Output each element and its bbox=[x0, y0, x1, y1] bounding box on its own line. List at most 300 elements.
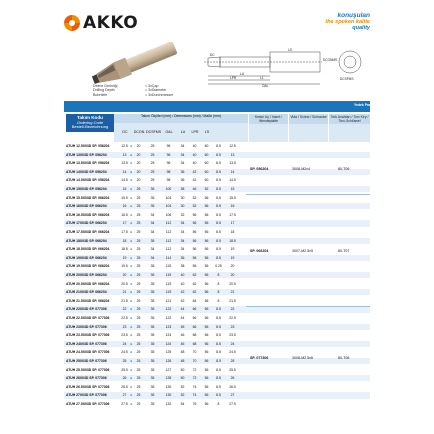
table-cell: 104 bbox=[165, 204, 172, 209]
availability-dot-icon: ● bbox=[129, 161, 133, 166]
availability-dot-icon: ● bbox=[129, 221, 133, 226]
group-divider bbox=[246, 194, 370, 195]
table-cell: 8.5 bbox=[216, 350, 221, 355]
table-cell: 60 bbox=[204, 169, 209, 174]
table-cell: 19 bbox=[230, 247, 235, 252]
table-cell: 121 bbox=[165, 298, 172, 303]
table-cell: 56 bbox=[204, 195, 209, 200]
column-header-lu: LU bbox=[180, 130, 186, 134]
table-cell: 35 bbox=[150, 238, 155, 243]
availability-dot-icon: ● bbox=[129, 264, 133, 269]
table-cell: 35 bbox=[150, 341, 155, 346]
availability-dot-icon: ● bbox=[129, 384, 133, 389]
table-row bbox=[64, 203, 370, 209]
table-cell: 42 bbox=[180, 290, 185, 295]
table-cell: 20 bbox=[136, 152, 141, 157]
table-cell: 124 bbox=[165, 341, 172, 346]
table-cell: 34 bbox=[180, 144, 185, 148]
table-cell: 56 bbox=[204, 341, 209, 346]
ordering-code: ATUH 20.5X03D SP. 066204 bbox=[66, 281, 110, 286]
technical-drawing bbox=[200, 44, 370, 88]
table-cell: 25 bbox=[136, 187, 141, 191]
ordering-code: ATUH 17.5X03D SP. 066204 bbox=[66, 230, 110, 234]
dimensions-title: Takım Ölçüleri (mm) / Dimensions (mm) / Maße (mm) bbox=[114, 114, 248, 123]
ordering-code: ATUH 22X03D SP. 077306 bbox=[66, 307, 107, 312]
table-cell: 25 bbox=[136, 350, 141, 355]
table-cell: 34 bbox=[180, 238, 185, 243]
table-cell: 24.5 bbox=[229, 350, 236, 355]
table-row bbox=[64, 349, 370, 355]
table-cell: 25 bbox=[136, 307, 141, 312]
table-row bbox=[64, 289, 370, 295]
tagline-line-3: quality bbox=[352, 25, 370, 31]
ordering-code: ATUH 12.5X03D SP. 056204 bbox=[66, 144, 110, 148]
dim-lu: LU bbox=[240, 72, 245, 76]
table-cell: 34 bbox=[180, 221, 185, 226]
tagline-line-1: konuşulan bbox=[337, 12, 370, 19]
availability-dot-icon: ● bbox=[129, 376, 133, 381]
table-cell: 8.5 bbox=[216, 393, 221, 398]
availability-dot-icon: ● bbox=[129, 247, 133, 252]
table-row bbox=[64, 358, 370, 364]
table-cell: 8 bbox=[217, 298, 220, 303]
table-cell: 48 bbox=[180, 350, 185, 355]
table-cell: 46 bbox=[192, 187, 197, 191]
ordering-code: ATUH 17X03D SP. 066204 bbox=[66, 221, 107, 226]
table-cell: 12.5 bbox=[229, 144, 236, 148]
table-cell: 18.5 bbox=[229, 238, 236, 243]
table-row bbox=[64, 384, 370, 390]
table-cell: 56 bbox=[204, 290, 209, 295]
table-cell: 66 bbox=[192, 324, 197, 329]
table-cell: 128 bbox=[165, 376, 172, 381]
table-cell: 56 bbox=[204, 402, 209, 406]
table-cell: 52 bbox=[180, 384, 185, 389]
availability-dot-icon: ● bbox=[129, 393, 133, 398]
dim-dconms: DCONMS bbox=[323, 58, 338, 62]
table-cell: 13 bbox=[230, 152, 235, 157]
dim-lpr: LPR bbox=[230, 76, 237, 80]
ordering-code: ATUH 19X03D SP. 066204 bbox=[66, 255, 107, 260]
table-cell: 25 bbox=[136, 212, 141, 217]
ordering-code: ATUH 27.5X03D SP. 077306 bbox=[66, 402, 110, 406]
insert-column-header: Kesici Uç / Insert / Wendeplatte bbox=[248, 114, 288, 142]
table-row bbox=[64, 401, 370, 407]
table-cell: 112 bbox=[165, 238, 172, 243]
table-cell: 46 bbox=[180, 333, 185, 338]
table-cell: 14.5 bbox=[121, 178, 128, 183]
ordering-code-header: Takım Kodu Ordering Code Bestell-Bezeichnung bbox=[66, 114, 114, 132]
table-cell: 52 bbox=[192, 195, 197, 200]
table-cell: 56 bbox=[204, 204, 209, 209]
table-cell: 20 bbox=[136, 144, 141, 148]
availability-dot-icon: ● bbox=[129, 212, 133, 217]
table-cell: 34 bbox=[180, 230, 185, 234]
table-cell: 24.5 bbox=[121, 350, 128, 355]
table-cell: 8.5 bbox=[216, 255, 221, 260]
table-cell: 8.5 bbox=[216, 333, 221, 338]
availability-dot-icon: ● bbox=[129, 187, 133, 191]
table-cell: 25 bbox=[136, 247, 141, 252]
table-cell: 60 bbox=[204, 178, 209, 183]
table-cell: 60 bbox=[204, 152, 209, 157]
table-cell: 25 bbox=[136, 290, 141, 295]
dim-l1: L1 bbox=[260, 76, 264, 80]
table-cell: 56 bbox=[204, 221, 209, 226]
table-cell: 32 bbox=[180, 212, 185, 217]
legend-row: Bohrtiefe = 3xDurchmesser bbox=[93, 92, 174, 97]
table-cell: 25 bbox=[136, 264, 141, 269]
table-cell: 25 bbox=[136, 298, 141, 303]
key-code: 80-T08 bbox=[338, 356, 350, 360]
table-cell: 19 bbox=[122, 255, 127, 260]
table-cell: 35 bbox=[150, 264, 155, 269]
table-cell: 35 bbox=[150, 333, 155, 338]
availability-dot-icon: ● bbox=[129, 402, 133, 406]
table-cell: 20 bbox=[136, 161, 141, 166]
table-cell: 96 bbox=[166, 161, 171, 166]
availability-dot-icon: ● bbox=[129, 290, 133, 295]
key-code: 80-T07 bbox=[338, 248, 350, 253]
table-cell: 8.5 bbox=[216, 152, 221, 157]
table-cell: 40 bbox=[192, 152, 197, 157]
table-row bbox=[64, 332, 370, 338]
table-row bbox=[64, 341, 370, 347]
table-cell: 68 bbox=[192, 333, 197, 338]
table-cell: 27.5 bbox=[121, 402, 128, 406]
table-cell: 24 bbox=[122, 341, 127, 346]
table-cell: 34 bbox=[150, 247, 155, 252]
table-cell: 34 bbox=[180, 161, 185, 166]
availability-dot-icon: ● bbox=[129, 333, 133, 338]
table-cell: 62 bbox=[192, 281, 197, 286]
availability-dot-icon: ● bbox=[129, 230, 133, 234]
table-cell: 56 bbox=[204, 376, 209, 381]
table-cell: 35 bbox=[150, 195, 155, 200]
table-cell: 8.5 bbox=[216, 169, 221, 174]
table-row bbox=[64, 238, 370, 244]
table-cell: 26 bbox=[122, 376, 127, 381]
table-cell: 56 bbox=[204, 264, 209, 269]
table-cell: 112 bbox=[165, 230, 172, 234]
key-code: 80-T06 bbox=[338, 166, 350, 171]
table-cell: 76 bbox=[192, 402, 197, 406]
table-cell: 96 bbox=[166, 144, 171, 148]
availability-dot-icon: ● bbox=[129, 350, 133, 355]
table-cell: 119 bbox=[165, 281, 172, 286]
table-cell: 20.5 bbox=[121, 281, 128, 286]
table-cell: 130 bbox=[165, 393, 172, 398]
table-cell: 8.5 bbox=[216, 384, 221, 389]
table-row bbox=[64, 152, 370, 158]
table-cell: 74 bbox=[192, 393, 197, 398]
table-cell: 62 bbox=[192, 290, 197, 295]
table-cell: 25 bbox=[136, 230, 141, 234]
table-cell: 56 bbox=[192, 212, 197, 217]
table-cell: 40 bbox=[180, 281, 185, 286]
ordering-code: ATUH 22.5X03D SP. 077306 bbox=[66, 316, 110, 320]
table-cell: 16 bbox=[230, 204, 235, 209]
column-header-dc: DC bbox=[122, 130, 128, 134]
drilling-depth-legend bbox=[93, 84, 173, 97]
insert-code: SP. 077306 bbox=[250, 356, 269, 360]
table-cell: 15.5 bbox=[121, 195, 128, 200]
key-column-header: Tork Anahtarı / Torx Key / Torx-Schlüssel bbox=[328, 114, 370, 142]
table-cell: 42 bbox=[180, 298, 185, 303]
table-cell: 34 bbox=[150, 221, 155, 226]
table-cell: 35 bbox=[150, 376, 155, 381]
table-cell: 15.5 bbox=[229, 195, 236, 200]
table-cell: 44 bbox=[180, 316, 185, 320]
table-cell: 98 bbox=[166, 178, 171, 183]
table-cell: 56 bbox=[204, 324, 209, 329]
table-cell: 8.5 bbox=[216, 367, 221, 372]
table-cell: 56 bbox=[204, 212, 209, 217]
table-row bbox=[64, 263, 370, 269]
table-cell: 56 bbox=[192, 221, 197, 226]
availability-dot-icon: ● bbox=[129, 341, 133, 346]
table-cell: 14.5 bbox=[229, 178, 236, 183]
table-cell: 16 bbox=[122, 204, 127, 209]
legend-row: Delme Derinliği = 3xÇap bbox=[93, 84, 159, 88]
availability-dot-icon: ● bbox=[129, 195, 133, 200]
availability-dot-icon: ● bbox=[129, 178, 133, 183]
table-cell: 125 bbox=[165, 350, 172, 355]
table-cell: 8.5 bbox=[216, 187, 221, 191]
availability-dot-icon: ● bbox=[129, 204, 133, 209]
table-cell: 36 bbox=[180, 255, 185, 260]
table-cell: 25 bbox=[136, 402, 141, 406]
table-cell: 25 bbox=[136, 341, 141, 346]
legend-row: Drilling Depth = 3xDiameter bbox=[93, 88, 167, 93]
table-cell: 50 bbox=[180, 367, 185, 372]
table-row bbox=[64, 246, 370, 252]
table-cell: 35 bbox=[150, 204, 155, 209]
table-cell: 124 bbox=[165, 333, 172, 338]
table-cell: 8.5 bbox=[216, 178, 221, 183]
table-cell: 56 bbox=[204, 273, 209, 277]
table-cell: 106 bbox=[165, 212, 172, 217]
table-cell: 25 bbox=[122, 359, 127, 363]
table-row bbox=[64, 392, 370, 398]
availability-dot-icon: ● bbox=[129, 281, 133, 286]
table-cell: 74 bbox=[192, 384, 197, 389]
table-cell: 35 bbox=[150, 324, 155, 329]
table-cell: 34 bbox=[150, 255, 155, 260]
table-cell: 119 bbox=[165, 290, 172, 295]
table-header-band bbox=[64, 101, 420, 112]
table-cell: 98 bbox=[166, 169, 171, 174]
table-cell: 21.5 bbox=[121, 298, 128, 303]
table-cell: 13.5 bbox=[121, 161, 128, 166]
column-header-dcsfms: DCSFMS bbox=[146, 130, 162, 134]
table-cell: 132 bbox=[165, 402, 172, 406]
table-cell: 0.25 bbox=[215, 264, 222, 269]
table-row bbox=[64, 195, 370, 201]
table-cell: 25 bbox=[150, 152, 155, 157]
table-cell: 25 bbox=[136, 324, 141, 329]
ordering-code: ATUH 26X03D SP. 077306 bbox=[66, 376, 107, 381]
ordering-code: ATUH 25.5X03D SP. 077306 bbox=[66, 367, 110, 372]
table-cell: 8.5 bbox=[216, 212, 221, 217]
table-cell: 35 bbox=[150, 298, 155, 303]
table-cell: 56 bbox=[192, 255, 197, 260]
table-cell: 56 bbox=[192, 238, 197, 243]
column-header-oal: OAL bbox=[165, 130, 173, 134]
table-cell: 25 bbox=[136, 367, 141, 372]
spare-parts-title: Yedek Parçalar / Spare Parts / Ersatzteile bbox=[354, 103, 420, 107]
table-cell: 70 bbox=[192, 359, 197, 363]
ordering-code: ATUH 20X03D SP. 066204 bbox=[66, 273, 107, 277]
table-cell: 122 bbox=[165, 316, 172, 320]
availability-dot-icon: ● bbox=[129, 255, 133, 260]
table-cell: 8.5 bbox=[216, 324, 221, 329]
table-cell: 48 bbox=[180, 359, 185, 363]
table-cell: 8.5 bbox=[216, 307, 221, 312]
table-cell: 56 bbox=[204, 393, 209, 398]
table-cell: 56 bbox=[204, 238, 209, 243]
table-cell: 127 bbox=[165, 367, 172, 372]
drill-photo bbox=[86, 42, 186, 84]
table-cell: 25 bbox=[136, 316, 141, 320]
column-header-lpr: LPR bbox=[191, 130, 199, 134]
table-cell: 25 bbox=[136, 281, 141, 286]
table-cell: 115 bbox=[165, 264, 172, 269]
table-cell: 54 bbox=[180, 402, 185, 406]
ordering-code: ATUH 16.5X03D SP. 066204 bbox=[66, 212, 110, 217]
table-cell: 17.5 bbox=[121, 230, 128, 234]
table-cell: 104 bbox=[165, 195, 172, 200]
ordering-code: ATUH 15.5X03D SP. 066204 bbox=[66, 195, 110, 200]
table-cell: 60 bbox=[204, 161, 209, 166]
table-cell: 25 bbox=[230, 359, 235, 363]
brand-name: AKKO bbox=[83, 13, 139, 33]
table-cell: 56 bbox=[204, 307, 209, 312]
availability-dot-icon: ● bbox=[129, 359, 133, 363]
table-cell: 34 bbox=[180, 152, 185, 157]
gear-logo-icon bbox=[64, 15, 80, 31]
dim-oal: OAL bbox=[262, 84, 269, 88]
screw-code: 3008-M2.5x6 bbox=[292, 356, 313, 360]
table-cell: 25 bbox=[136, 204, 141, 209]
table-cell: 66 bbox=[192, 316, 197, 320]
table-cell: 8 bbox=[217, 402, 220, 406]
table-cell: 112 bbox=[165, 247, 172, 252]
table-cell: 126 bbox=[165, 359, 172, 363]
ordering-code: ATUH 21X03D SP. 066204 bbox=[66, 290, 107, 295]
ordering-code: ATUH 13.5X03D SP. 056204 bbox=[66, 161, 110, 166]
table-cell: 35 bbox=[150, 402, 155, 406]
table-cell: 13 bbox=[122, 152, 127, 157]
availability-dot-icon: ● bbox=[129, 238, 133, 243]
table-cell: 40 bbox=[192, 161, 197, 166]
table-cell: 56 bbox=[204, 298, 209, 303]
table-cell: 24 bbox=[230, 341, 235, 346]
table-cell: 26 bbox=[230, 376, 235, 381]
table-cell: 56 bbox=[204, 333, 209, 338]
table-cell: 34 bbox=[150, 230, 155, 234]
akko-logo bbox=[64, 12, 138, 34]
ordering-code: ATUH 23X03D SP. 077306 bbox=[66, 324, 107, 329]
table-cell: 18.5 bbox=[121, 247, 128, 252]
table-cell: 22.5 bbox=[229, 316, 236, 320]
table-cell: 26.5 bbox=[229, 384, 236, 389]
column-header-ls: LS bbox=[204, 130, 210, 134]
table-row bbox=[64, 177, 370, 183]
table-cell: 34 bbox=[150, 212, 155, 217]
table-cell: 13.5 bbox=[229, 161, 236, 166]
ordering-code: ATUH 14X03D SP. 056204 bbox=[66, 169, 107, 174]
ordering-code: ATUH 13X03D SP. 056204 bbox=[66, 152, 107, 157]
availability-dot-icon: ● bbox=[129, 144, 133, 148]
table-cell: 35 bbox=[150, 384, 155, 389]
table-cell: 19.5 bbox=[121, 264, 128, 269]
table-cell: 23.5 bbox=[121, 333, 128, 338]
table-cell: 130 bbox=[165, 384, 172, 389]
table-cell: 20 bbox=[122, 273, 127, 277]
table-row bbox=[64, 367, 370, 373]
table-cell: 25 bbox=[136, 376, 141, 381]
ordering-code: ATUH 19.5X03D SP. 066204 bbox=[66, 264, 110, 269]
table-cell: 35 bbox=[150, 187, 155, 191]
table-cell: 8.5 bbox=[216, 359, 221, 363]
table-cell: 35 bbox=[150, 307, 155, 312]
ordering-code: ATUH 27X03D SP. 077306 bbox=[66, 393, 107, 398]
table-cell: 112 bbox=[165, 221, 172, 226]
table-cell: 56 bbox=[204, 350, 209, 355]
table-cell: 12.5 bbox=[121, 144, 128, 148]
table-cell: 62 bbox=[192, 273, 197, 277]
table-cell: 25.5 bbox=[229, 367, 236, 372]
table-cell: 15 bbox=[230, 187, 235, 191]
table-cell: 45 bbox=[180, 324, 185, 329]
table-cell: 14 bbox=[230, 169, 235, 174]
table-cell: 8.5 bbox=[216, 195, 221, 200]
screw-code: 3008-M2x4 bbox=[292, 166, 310, 171]
table-cell: 25 bbox=[136, 238, 141, 243]
table-cell: 25.5 bbox=[121, 367, 128, 372]
table-cell: 14 bbox=[122, 169, 127, 174]
table-cell: 25 bbox=[136, 273, 141, 277]
table-cell: 20 bbox=[136, 169, 141, 174]
table-cell: 52 bbox=[192, 204, 197, 209]
ordering-code: ATUH 14.5X03D SP. 056204 bbox=[66, 178, 110, 183]
availability-dot-icon: ● bbox=[129, 273, 133, 277]
table-cell: 40 bbox=[192, 144, 197, 148]
table-cell: 27 bbox=[122, 393, 127, 398]
table-cell: 25 bbox=[136, 255, 141, 260]
table-cell: 8.5 bbox=[216, 230, 221, 234]
table-row bbox=[64, 255, 370, 261]
table-cell: 123 bbox=[165, 324, 172, 329]
table-cell: 42 bbox=[192, 169, 197, 174]
table-cell: 122 bbox=[165, 307, 172, 312]
table-cell: 23 bbox=[230, 324, 235, 329]
table-cell: 20.5 bbox=[229, 281, 236, 286]
table-cell: 64 bbox=[192, 298, 197, 303]
table-cell: 66 bbox=[192, 307, 197, 312]
table-cell: 17.5 bbox=[229, 212, 236, 217]
ordering-code: ATUH 24.5X03D SP. 077306 bbox=[66, 350, 110, 355]
table-row bbox=[64, 272, 370, 278]
ordering-code: ATUH 15X03D SP. 056204 bbox=[66, 187, 107, 191]
table-cell: 25 bbox=[136, 393, 141, 398]
table-row bbox=[64, 281, 370, 287]
table-cell: 25 bbox=[136, 384, 141, 389]
table-cell: 30 bbox=[180, 195, 185, 200]
table-cell: 72 bbox=[192, 376, 197, 381]
table-cell: 16.5 bbox=[121, 212, 128, 217]
